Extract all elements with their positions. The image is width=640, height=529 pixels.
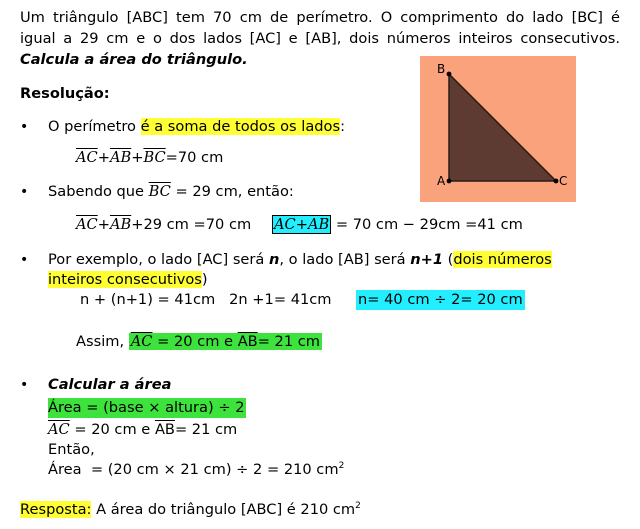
item3-highlight-1: dois números (453, 251, 552, 268)
segment-ab: $\overline{AB}$ (307, 216, 330, 233)
item3-lead: Por exemplo, o lado [AC] será (48, 251, 269, 268)
problem-line-2: igual a 29 cm e o dos lados [AC] e [AB], dois números inteiros consecutivos. (20, 30, 620, 47)
vertex-a-label: A (437, 174, 446, 188)
item3-close: ) (201, 271, 208, 288)
resolution-heading: Resolução: (20, 85, 110, 102)
item3-solution: n= 40 cm ÷ 2= 20 cm (358, 291, 523, 308)
perimeter-result: =70 cm (165, 149, 224, 166)
result-end: = 21 cm (257, 333, 321, 350)
values-end: = 21 cm (174, 421, 238, 438)
segment-ab: $\overline{AB}$ (237, 333, 258, 350)
segment-ab: $\overline{AB}$ (109, 216, 132, 233)
answer-line (20, 500, 361, 520)
variable-n-plus-1: n+1 (410, 251, 444, 268)
segment-ac: $\overline{AC}$ (130, 333, 153, 350)
problem-question: Calcula a área do triângulo. (20, 51, 248, 68)
answer-label: Resposta: (20, 501, 92, 518)
calc-text: Área = (20 cm × 21 cm) ÷ 2 = 210 cm (48, 461, 339, 478)
result-highlight (129, 333, 322, 350)
plus-sign: + (97, 216, 110, 233)
item3-middle: , o lado [AB] será (279, 251, 411, 268)
item1-text (48, 117, 345, 137)
vertex-b-label: B (437, 62, 446, 76)
segment-ab: $\overline{AB}$ (109, 149, 132, 166)
segment-ac: $\overline{AC}$ (48, 421, 70, 438)
item3-paren: ( (443, 251, 454, 268)
calc-superscript: 2 (338, 461, 345, 472)
item3-text-line-2 (48, 270, 208, 290)
vertex-a-dot (447, 179, 452, 184)
answer-superscript: 2 (355, 501, 361, 512)
plus-sign: + (131, 149, 144, 166)
plus-sign: + (295, 216, 308, 233)
item1-colon: : (340, 118, 345, 135)
item2-equation-1 (76, 215, 251, 235)
equation-rest: = 70 cm − 29cm =41 cm (331, 216, 523, 233)
bullet-4: • (20, 377, 29, 393)
area-calculation (48, 460, 344, 480)
vertex-c-label: C (559, 174, 568, 188)
variable-n: n (268, 251, 280, 268)
item2-text (48, 182, 294, 202)
item4-values (48, 420, 237, 440)
bullet-1: • (20, 119, 29, 135)
result-mid: = 20 cm e (152, 333, 238, 350)
item3-highlight-2: inteiros consecutivos (48, 271, 202, 288)
segment-bc: $\overline{BC}$ (143, 149, 166, 166)
item2-tail: = 29 cm, então: (170, 183, 294, 200)
segment-ab: $\overline{AB}$ (154, 421, 175, 438)
triangle-diagram (420, 56, 576, 202)
vertex-b-dot (447, 72, 452, 77)
segment-ac: $\overline{AC}$ (76, 216, 98, 233)
item3-text-line-1 (48, 250, 552, 270)
item4-heading: Calcular a área (48, 376, 172, 393)
item2-lead: Sabendo que (48, 183, 149, 200)
assim-label: Assim, (76, 333, 129, 350)
problem-line-1: Um triângulo [ABC] tem 70 cm de perímetro. O comprimento do lado [BC] é (20, 9, 620, 26)
vertex-c-dot (554, 179, 559, 184)
item2-equation-2 (272, 215, 523, 235)
item3-equation: n + (n+1) = 41cm 2n +1= 41cm (80, 291, 332, 308)
answer-text: A área do triângulo [ABC] é 210 cm (91, 501, 356, 518)
item1-formula (76, 148, 223, 168)
segment-ac: $\overline{AC}$ (274, 216, 296, 233)
bullet-3: • (20, 252, 29, 268)
entao-text: Então, (48, 441, 95, 458)
segment-ac: $\overline{AC}$ (76, 149, 98, 166)
area-formula: Área = (base × altura) ÷ 2 (48, 399, 245, 416)
equation-rest: +29 cm =70 cm (131, 216, 252, 233)
plus-sign: + (97, 149, 110, 166)
item1-highlight: é a soma de todos os lados (140, 118, 341, 135)
item1-lead: O perímetro (48, 118, 141, 135)
values-mid: = 20 cm e (69, 421, 155, 438)
segment-bc: $\overline{BC}$ (148, 183, 171, 200)
bullet-2: • (20, 184, 29, 200)
item3-result (76, 332, 322, 352)
sum-box (272, 215, 331, 234)
